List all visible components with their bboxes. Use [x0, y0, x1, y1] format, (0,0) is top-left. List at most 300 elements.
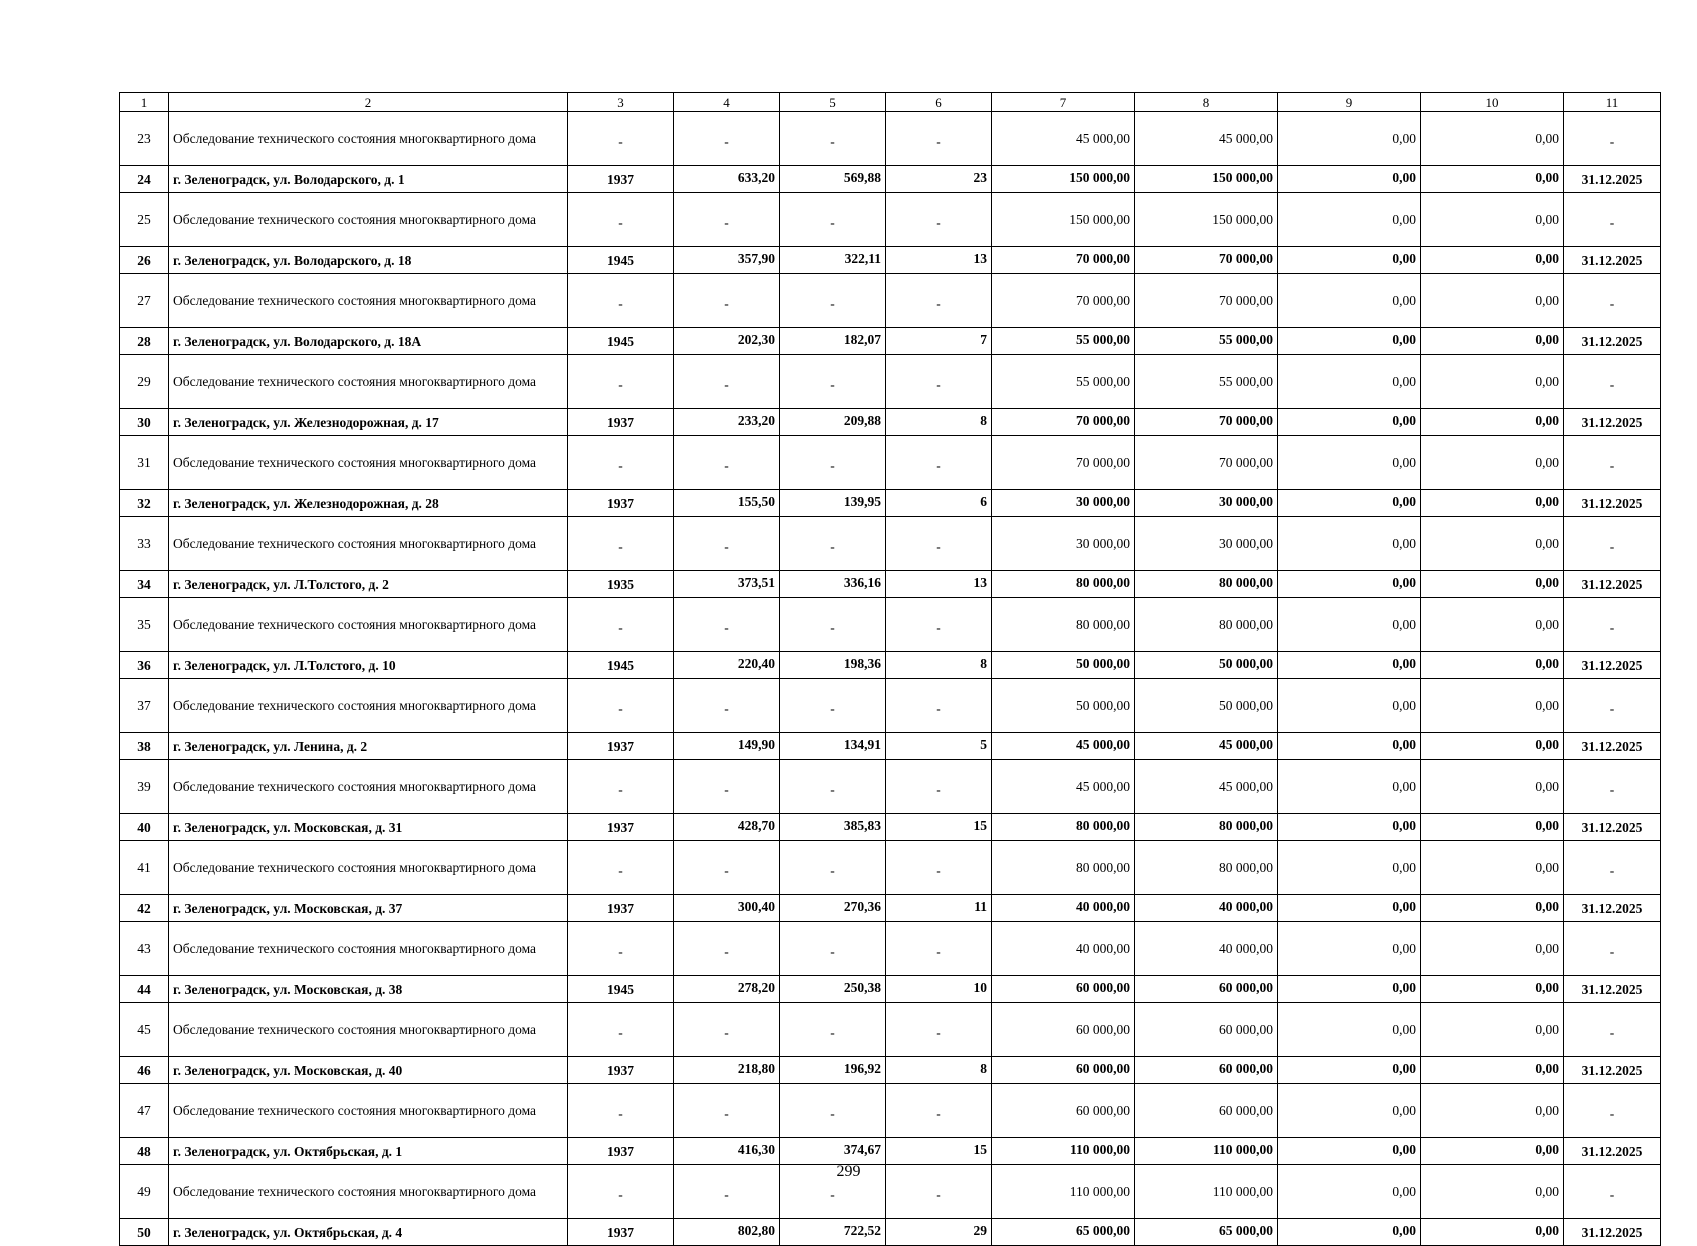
- residents-count-cell: 23: [886, 166, 992, 193]
- fund-amount-cell: 45 000,00: [1135, 112, 1278, 166]
- budget-amount-cell: 0,00: [1278, 328, 1421, 355]
- total-cost-cell: 80 000,00: [992, 598, 1135, 652]
- other-amount-cell: 0,00: [1421, 490, 1564, 517]
- row-number-cell: 28: [120, 328, 169, 355]
- row-title-cell: г. Зеленоградск, ул. Московская, д. 31: [169, 814, 568, 841]
- budget-amount-cell: 0,00: [1278, 1219, 1421, 1246]
- work-row: [120, 760, 1661, 814]
- living-area-cell: -: [780, 193, 886, 247]
- row-number-cell: 49: [120, 1165, 169, 1219]
- residents-count-cell: -: [886, 1084, 992, 1138]
- total-cost-cell: 80 000,00: [992, 571, 1135, 598]
- residents-count-cell: -: [886, 1003, 992, 1057]
- column-number-cell: 10: [1421, 93, 1564, 112]
- residents-count-cell: -: [886, 517, 992, 571]
- fund-amount-cell: 70 000,00: [1135, 274, 1278, 328]
- total-cost-cell: 110 000,00: [992, 1138, 1135, 1165]
- row-number-cell: 44: [120, 976, 169, 1003]
- address-row: [120, 1138, 1661, 1165]
- row-title-cell: Обследование технического состояния многоквартирного дома: [169, 274, 568, 328]
- row-title-cell: г. Зеленоградск, ул. Московская, д. 40: [169, 1057, 568, 1084]
- total-cost-cell: 70 000,00: [992, 436, 1135, 490]
- row-title-cell: Обследование технического состояния многоквартирного дома: [169, 760, 568, 814]
- row-number-cell: 50: [120, 1219, 169, 1246]
- row-title-cell: Обследование технического состояния многоквартирного дома: [169, 1084, 568, 1138]
- completion-date-cell: 31.12.2025: [1564, 571, 1661, 598]
- total-area-cell: -: [674, 1084, 780, 1138]
- total-area-cell: 278,20: [674, 976, 780, 1003]
- row-title-cell: Обследование технического состояния многоквартирного дома: [169, 841, 568, 895]
- budget-amount-cell: 0,00: [1278, 679, 1421, 733]
- residents-count-cell: 29: [886, 1219, 992, 1246]
- total-cost-cell: 45 000,00: [992, 112, 1135, 166]
- build-year-cell: 1937: [568, 814, 674, 841]
- fund-amount-cell: 80 000,00: [1135, 841, 1278, 895]
- total-area-cell: 633,20: [674, 166, 780, 193]
- total-area-cell: -: [674, 517, 780, 571]
- total-cost-cell: 70 000,00: [992, 247, 1135, 274]
- column-number-cell: 3: [568, 93, 674, 112]
- total-area-cell: 802,80: [674, 1219, 780, 1246]
- other-amount-cell: 0,00: [1421, 1219, 1564, 1246]
- completion-date-cell: -: [1564, 598, 1661, 652]
- row-title-cell: Обследование технического состояния многоквартирного дома: [169, 193, 568, 247]
- row-title-cell: г. Зеленоградск, ул. Володарского, д. 18А: [169, 328, 568, 355]
- total-cost-cell: 80 000,00: [992, 814, 1135, 841]
- row-title-cell: Обследование технического состояния многоквартирного дома: [169, 112, 568, 166]
- completion-date-cell: -: [1564, 274, 1661, 328]
- total-area-cell: 233,20: [674, 409, 780, 436]
- residents-count-cell: 7: [886, 328, 992, 355]
- budget-amount-cell: 0,00: [1278, 193, 1421, 247]
- row-number-cell: 33: [120, 517, 169, 571]
- other-amount-cell: 0,00: [1421, 976, 1564, 1003]
- other-amount-cell: 0,00: [1421, 760, 1564, 814]
- column-number-cell: 11: [1564, 93, 1661, 112]
- other-amount-cell: 0,00: [1421, 517, 1564, 571]
- row-number-cell: 40: [120, 814, 169, 841]
- total-area-cell: 300,40: [674, 895, 780, 922]
- column-number-cell: 9: [1278, 93, 1421, 112]
- work-row: [120, 112, 1661, 166]
- build-year-cell: -: [568, 598, 674, 652]
- budget-amount-cell: 0,00: [1278, 922, 1421, 976]
- row-number-cell: 31: [120, 436, 169, 490]
- completion-date-cell: 31.12.2025: [1564, 409, 1661, 436]
- total-area-cell: -: [674, 193, 780, 247]
- fund-amount-cell: 55 000,00: [1135, 355, 1278, 409]
- budget-amount-cell: 0,00: [1278, 841, 1421, 895]
- living-area-cell: 139,95: [780, 490, 886, 517]
- residents-count-cell: -: [886, 1165, 992, 1219]
- living-area-cell: 182,07: [780, 328, 886, 355]
- build-year-cell: -: [568, 841, 674, 895]
- fund-amount-cell: 50 000,00: [1135, 679, 1278, 733]
- column-number-cell: 2: [169, 93, 568, 112]
- row-title-cell: Обследование технического состояния многоквартирного дома: [169, 598, 568, 652]
- living-area-cell: -: [780, 679, 886, 733]
- living-area-cell: 270,36: [780, 895, 886, 922]
- row-number-cell: 32: [120, 490, 169, 517]
- residents-count-cell: 15: [886, 814, 992, 841]
- other-amount-cell: 0,00: [1421, 1003, 1564, 1057]
- row-title-cell: Обследование технического состояния многоквартирного дома: [169, 355, 568, 409]
- living-area-cell: 336,16: [780, 571, 886, 598]
- total-cost-cell: 60 000,00: [992, 1003, 1135, 1057]
- row-title-cell: г. Зеленоградск, ул. Володарского, д. 1: [169, 166, 568, 193]
- total-cost-cell: 30 000,00: [992, 517, 1135, 571]
- total-cost-cell: 45 000,00: [992, 733, 1135, 760]
- living-area-cell: 374,67: [780, 1138, 886, 1165]
- row-title-cell: г. Зеленоградск, ул. Железнодорожная, д. 17: [169, 409, 568, 436]
- build-year-cell: -: [568, 1165, 674, 1219]
- budget-amount-cell: 0,00: [1278, 409, 1421, 436]
- fund-amount-cell: 30 000,00: [1135, 517, 1278, 571]
- work-row: [120, 922, 1661, 976]
- build-year-cell: 1945: [568, 652, 674, 679]
- budget-amount-cell: 0,00: [1278, 1165, 1421, 1219]
- total-cost-cell: 70 000,00: [992, 274, 1135, 328]
- fund-amount-cell: 50 000,00: [1135, 652, 1278, 679]
- residents-count-cell: -: [886, 679, 992, 733]
- row-number-cell: 39: [120, 760, 169, 814]
- total-cost-cell: 55 000,00: [992, 355, 1135, 409]
- total-area-cell: 202,30: [674, 328, 780, 355]
- completion-date-cell: -: [1564, 1165, 1661, 1219]
- column-number-cell: 8: [1135, 93, 1278, 112]
- total-area-cell: 218,80: [674, 1057, 780, 1084]
- row-title-cell: г. Зеленоградск, ул. Октябрьская, д. 1: [169, 1138, 568, 1165]
- row-title-cell: г. Зеленоградск, ул. Л.Толстого, д. 2: [169, 571, 568, 598]
- living-area-cell: 385,83: [780, 814, 886, 841]
- budget-amount-cell: 0,00: [1278, 760, 1421, 814]
- living-area-cell: 209,88: [780, 409, 886, 436]
- other-amount-cell: 0,00: [1421, 814, 1564, 841]
- row-title-cell: г. Зеленоградск, ул. Ленина, д. 2: [169, 733, 568, 760]
- other-amount-cell: 0,00: [1421, 652, 1564, 679]
- other-amount-cell: 0,00: [1421, 112, 1564, 166]
- row-title-cell: Обследование технического состояния многоквартирного дома: [169, 679, 568, 733]
- fund-amount-cell: 30 000,00: [1135, 490, 1278, 517]
- living-area-cell: -: [780, 436, 886, 490]
- total-cost-cell: 40 000,00: [992, 922, 1135, 976]
- row-number-cell: 35: [120, 598, 169, 652]
- build-year-cell: -: [568, 274, 674, 328]
- fund-amount-cell: 65 000,00: [1135, 1219, 1278, 1246]
- work-row: [120, 598, 1661, 652]
- total-area-cell: 220,40: [674, 652, 780, 679]
- page-number: 299: [836, 1163, 861, 1180]
- budget-amount-cell: 0,00: [1278, 1057, 1421, 1084]
- living-area-cell: 250,38: [780, 976, 886, 1003]
- build-year-cell: 1937: [568, 1138, 674, 1165]
- budget-amount-cell: 0,00: [1278, 112, 1421, 166]
- fund-amount-cell: 150 000,00: [1135, 166, 1278, 193]
- build-year-cell: -: [568, 922, 674, 976]
- total-cost-cell: 110 000,00: [992, 1165, 1135, 1219]
- table-body: [120, 93, 1661, 1246]
- budget-amount-cell: 0,00: [1278, 733, 1421, 760]
- residents-count-cell: 8: [886, 1057, 992, 1084]
- address-row: [120, 409, 1661, 436]
- build-year-cell: 1945: [568, 328, 674, 355]
- total-cost-cell: 45 000,00: [992, 760, 1135, 814]
- row-number-cell: 36: [120, 652, 169, 679]
- budget-amount-cell: 0,00: [1278, 1084, 1421, 1138]
- row-title-cell: Обследование технического состояния многоквартирного дома: [169, 1003, 568, 1057]
- fund-amount-cell: 70 000,00: [1135, 436, 1278, 490]
- address-row: [120, 166, 1661, 193]
- completion-date-cell: -: [1564, 679, 1661, 733]
- residents-count-cell: -: [886, 193, 992, 247]
- completion-date-cell: -: [1564, 922, 1661, 976]
- budget-amount-cell: 0,00: [1278, 814, 1421, 841]
- address-row: [120, 247, 1661, 274]
- total-cost-cell: 65 000,00: [992, 1219, 1135, 1246]
- fund-amount-cell: 110 000,00: [1135, 1138, 1278, 1165]
- living-area-cell: 134,91: [780, 733, 886, 760]
- total-area-cell: 416,30: [674, 1138, 780, 1165]
- completion-date-cell: -: [1564, 1003, 1661, 1057]
- total-cost-cell: 70 000,00: [992, 409, 1135, 436]
- total-area-cell: -: [674, 598, 780, 652]
- total-area-cell: -: [674, 1165, 780, 1219]
- fund-amount-cell: 60 000,00: [1135, 1003, 1278, 1057]
- total-cost-cell: 150 000,00: [992, 193, 1135, 247]
- work-row: [120, 841, 1661, 895]
- fund-amount-cell: 70 000,00: [1135, 409, 1278, 436]
- total-cost-cell: 60 000,00: [992, 1057, 1135, 1084]
- build-year-cell: -: [568, 355, 674, 409]
- column-number-cell: 1: [120, 93, 169, 112]
- budget-amount-cell: 0,00: [1278, 976, 1421, 1003]
- work-row: [120, 1003, 1661, 1057]
- living-area-cell: -: [780, 598, 886, 652]
- row-number-cell: 48: [120, 1138, 169, 1165]
- completion-date-cell: -: [1564, 760, 1661, 814]
- row-number-cell: 27: [120, 274, 169, 328]
- living-area-cell: 198,36: [780, 652, 886, 679]
- total-area-cell: -: [674, 679, 780, 733]
- residents-count-cell: 10: [886, 976, 992, 1003]
- row-number-cell: 42: [120, 895, 169, 922]
- other-amount-cell: 0,00: [1421, 328, 1564, 355]
- budget-amount-cell: 0,00: [1278, 517, 1421, 571]
- residents-count-cell: -: [886, 274, 992, 328]
- work-row: [120, 274, 1661, 328]
- budget-amount-cell: 0,00: [1278, 1003, 1421, 1057]
- row-title-cell: г. Зеленоградск, ул. Володарского, д. 18: [169, 247, 568, 274]
- address-row: [120, 895, 1661, 922]
- completion-date-cell: 31.12.2025: [1564, 247, 1661, 274]
- capital-repair-table: [119, 92, 1661, 1246]
- other-amount-cell: 0,00: [1421, 247, 1564, 274]
- row-title-cell: г. Зеленоградск, ул. Московская, д. 37: [169, 895, 568, 922]
- address-row: [120, 652, 1661, 679]
- total-cost-cell: 50 000,00: [992, 652, 1135, 679]
- other-amount-cell: 0,00: [1421, 679, 1564, 733]
- row-number-cell: 43: [120, 922, 169, 976]
- residents-count-cell: 15: [886, 1138, 992, 1165]
- total-cost-cell: 40 000,00: [992, 895, 1135, 922]
- row-title-cell: Обследование технического состояния многоквартирного дома: [169, 922, 568, 976]
- total-area-cell: -: [674, 274, 780, 328]
- completion-date-cell: 31.12.2025: [1564, 733, 1661, 760]
- fund-amount-cell: 60 000,00: [1135, 1057, 1278, 1084]
- fund-amount-cell: 60 000,00: [1135, 976, 1278, 1003]
- budget-amount-cell: 0,00: [1278, 166, 1421, 193]
- row-number-cell: 23: [120, 112, 169, 166]
- living-area-cell: -: [780, 760, 886, 814]
- other-amount-cell: 0,00: [1421, 895, 1564, 922]
- total-cost-cell: 50 000,00: [992, 679, 1135, 733]
- other-amount-cell: 0,00: [1421, 409, 1564, 436]
- column-number-cell: 5: [780, 93, 886, 112]
- total-area-cell: 357,90: [674, 247, 780, 274]
- fund-amount-cell: 40 000,00: [1135, 922, 1278, 976]
- address-row: [120, 328, 1661, 355]
- budget-amount-cell: 0,00: [1278, 571, 1421, 598]
- row-number-cell: 47: [120, 1084, 169, 1138]
- address-row: [120, 1219, 1661, 1246]
- row-title-cell: г. Зеленоградск, ул. Октябрьская, д. 4: [169, 1219, 568, 1246]
- address-row: [120, 976, 1661, 1003]
- build-year-cell: -: [568, 517, 674, 571]
- other-amount-cell: 0,00: [1421, 598, 1564, 652]
- completion-date-cell: -: [1564, 112, 1661, 166]
- residents-count-cell: -: [886, 922, 992, 976]
- build-year-cell: 1937: [568, 895, 674, 922]
- completion-date-cell: 31.12.2025: [1564, 814, 1661, 841]
- other-amount-cell: 0,00: [1421, 1138, 1564, 1165]
- completion-date-cell: -: [1564, 193, 1661, 247]
- total-area-cell: -: [674, 922, 780, 976]
- total-area-cell: -: [674, 112, 780, 166]
- work-row: [120, 517, 1661, 571]
- total-area-cell: -: [674, 436, 780, 490]
- completion-date-cell: 31.12.2025: [1564, 895, 1661, 922]
- build-year-cell: -: [568, 193, 674, 247]
- row-title-cell: г. Зеленоградск, ул. Л.Толстого, д. 10: [169, 652, 568, 679]
- fund-amount-cell: 40 000,00: [1135, 895, 1278, 922]
- living-area-cell: 722,52: [780, 1219, 886, 1246]
- other-amount-cell: 0,00: [1421, 841, 1564, 895]
- address-row: [120, 571, 1661, 598]
- row-title-cell: г. Зеленоградск, ул. Железнодорожная, д. 28: [169, 490, 568, 517]
- other-amount-cell: 0,00: [1421, 193, 1564, 247]
- column-number-cell: 7: [992, 93, 1135, 112]
- address-row: [120, 1057, 1661, 1084]
- build-year-cell: -: [568, 760, 674, 814]
- fund-amount-cell: 55 000,00: [1135, 328, 1278, 355]
- residents-count-cell: 8: [886, 409, 992, 436]
- residents-count-cell: -: [886, 760, 992, 814]
- column-number-cell: 6: [886, 93, 992, 112]
- total-cost-cell: 80 000,00: [992, 841, 1135, 895]
- completion-date-cell: 31.12.2025: [1564, 490, 1661, 517]
- budget-amount-cell: 0,00: [1278, 1138, 1421, 1165]
- build-year-cell: 1945: [568, 976, 674, 1003]
- work-row: [120, 1084, 1661, 1138]
- total-area-cell: 155,50: [674, 490, 780, 517]
- residents-count-cell: 13: [886, 571, 992, 598]
- living-area-cell: 569,88: [780, 166, 886, 193]
- build-year-cell: -: [568, 1084, 674, 1138]
- total-area-cell: -: [674, 1003, 780, 1057]
- build-year-cell: 1945: [568, 247, 674, 274]
- fund-amount-cell: 60 000,00: [1135, 1084, 1278, 1138]
- build-year-cell: 1937: [568, 1057, 674, 1084]
- living-area-cell: 196,92: [780, 1057, 886, 1084]
- build-year-cell: -: [568, 1003, 674, 1057]
- row-title-cell: Обследование технического состояния многоквартирного дома: [169, 436, 568, 490]
- build-year-cell: -: [568, 679, 674, 733]
- fund-amount-cell: 45 000,00: [1135, 733, 1278, 760]
- total-area-cell: -: [674, 760, 780, 814]
- completion-date-cell: 31.12.2025: [1564, 328, 1661, 355]
- row-number-cell: 45: [120, 1003, 169, 1057]
- living-area-cell: -: [780, 1003, 886, 1057]
- build-year-cell: 1937: [568, 733, 674, 760]
- other-amount-cell: 0,00: [1421, 436, 1564, 490]
- other-amount-cell: 0,00: [1421, 922, 1564, 976]
- work-row: [120, 355, 1661, 409]
- total-area-cell: 149,90: [674, 733, 780, 760]
- row-title-cell: г. Зеленоградск, ул. Московская, д. 38: [169, 976, 568, 1003]
- other-amount-cell: 0,00: [1421, 355, 1564, 409]
- total-area-cell: -: [674, 841, 780, 895]
- build-year-cell: 1937: [568, 490, 674, 517]
- document-table-wrapper: [119, 92, 1660, 1246]
- residents-count-cell: 6: [886, 490, 992, 517]
- other-amount-cell: 0,00: [1421, 571, 1564, 598]
- build-year-cell: 1937: [568, 409, 674, 436]
- build-year-cell: 1937: [568, 166, 674, 193]
- address-row: [120, 733, 1661, 760]
- row-number-cell: 41: [120, 841, 169, 895]
- row-number-cell: 30: [120, 409, 169, 436]
- completion-date-cell: 31.12.2025: [1564, 1138, 1661, 1165]
- row-number-cell: 38: [120, 733, 169, 760]
- living-area-cell: -: [780, 1165, 886, 1219]
- living-area-cell: -: [780, 274, 886, 328]
- total-cost-cell: 150 000,00: [992, 166, 1135, 193]
- living-area-cell: -: [780, 841, 886, 895]
- total-area-cell: -: [674, 355, 780, 409]
- residents-count-cell: -: [886, 436, 992, 490]
- row-title-cell: Обследование технического состояния многоквартирного дома: [169, 1165, 568, 1219]
- other-amount-cell: 0,00: [1421, 274, 1564, 328]
- budget-amount-cell: 0,00: [1278, 490, 1421, 517]
- build-year-cell: -: [568, 436, 674, 490]
- other-amount-cell: 0,00: [1421, 1084, 1564, 1138]
- address-row: [120, 814, 1661, 841]
- completion-date-cell: 31.12.2025: [1564, 1219, 1661, 1246]
- completion-date-cell: 31.12.2025: [1564, 166, 1661, 193]
- build-year-cell: 1935: [568, 571, 674, 598]
- work-row: [120, 679, 1661, 733]
- other-amount-cell: 0,00: [1421, 1057, 1564, 1084]
- row-number-cell: 25: [120, 193, 169, 247]
- residents-count-cell: 11: [886, 895, 992, 922]
- completion-date-cell: -: [1564, 436, 1661, 490]
- residents-count-cell: 5: [886, 733, 992, 760]
- fund-amount-cell: 45 000,00: [1135, 760, 1278, 814]
- build-year-cell: 1937: [568, 1219, 674, 1246]
- other-amount-cell: 0,00: [1421, 166, 1564, 193]
- residents-count-cell: 13: [886, 247, 992, 274]
- row-number-cell: 24: [120, 166, 169, 193]
